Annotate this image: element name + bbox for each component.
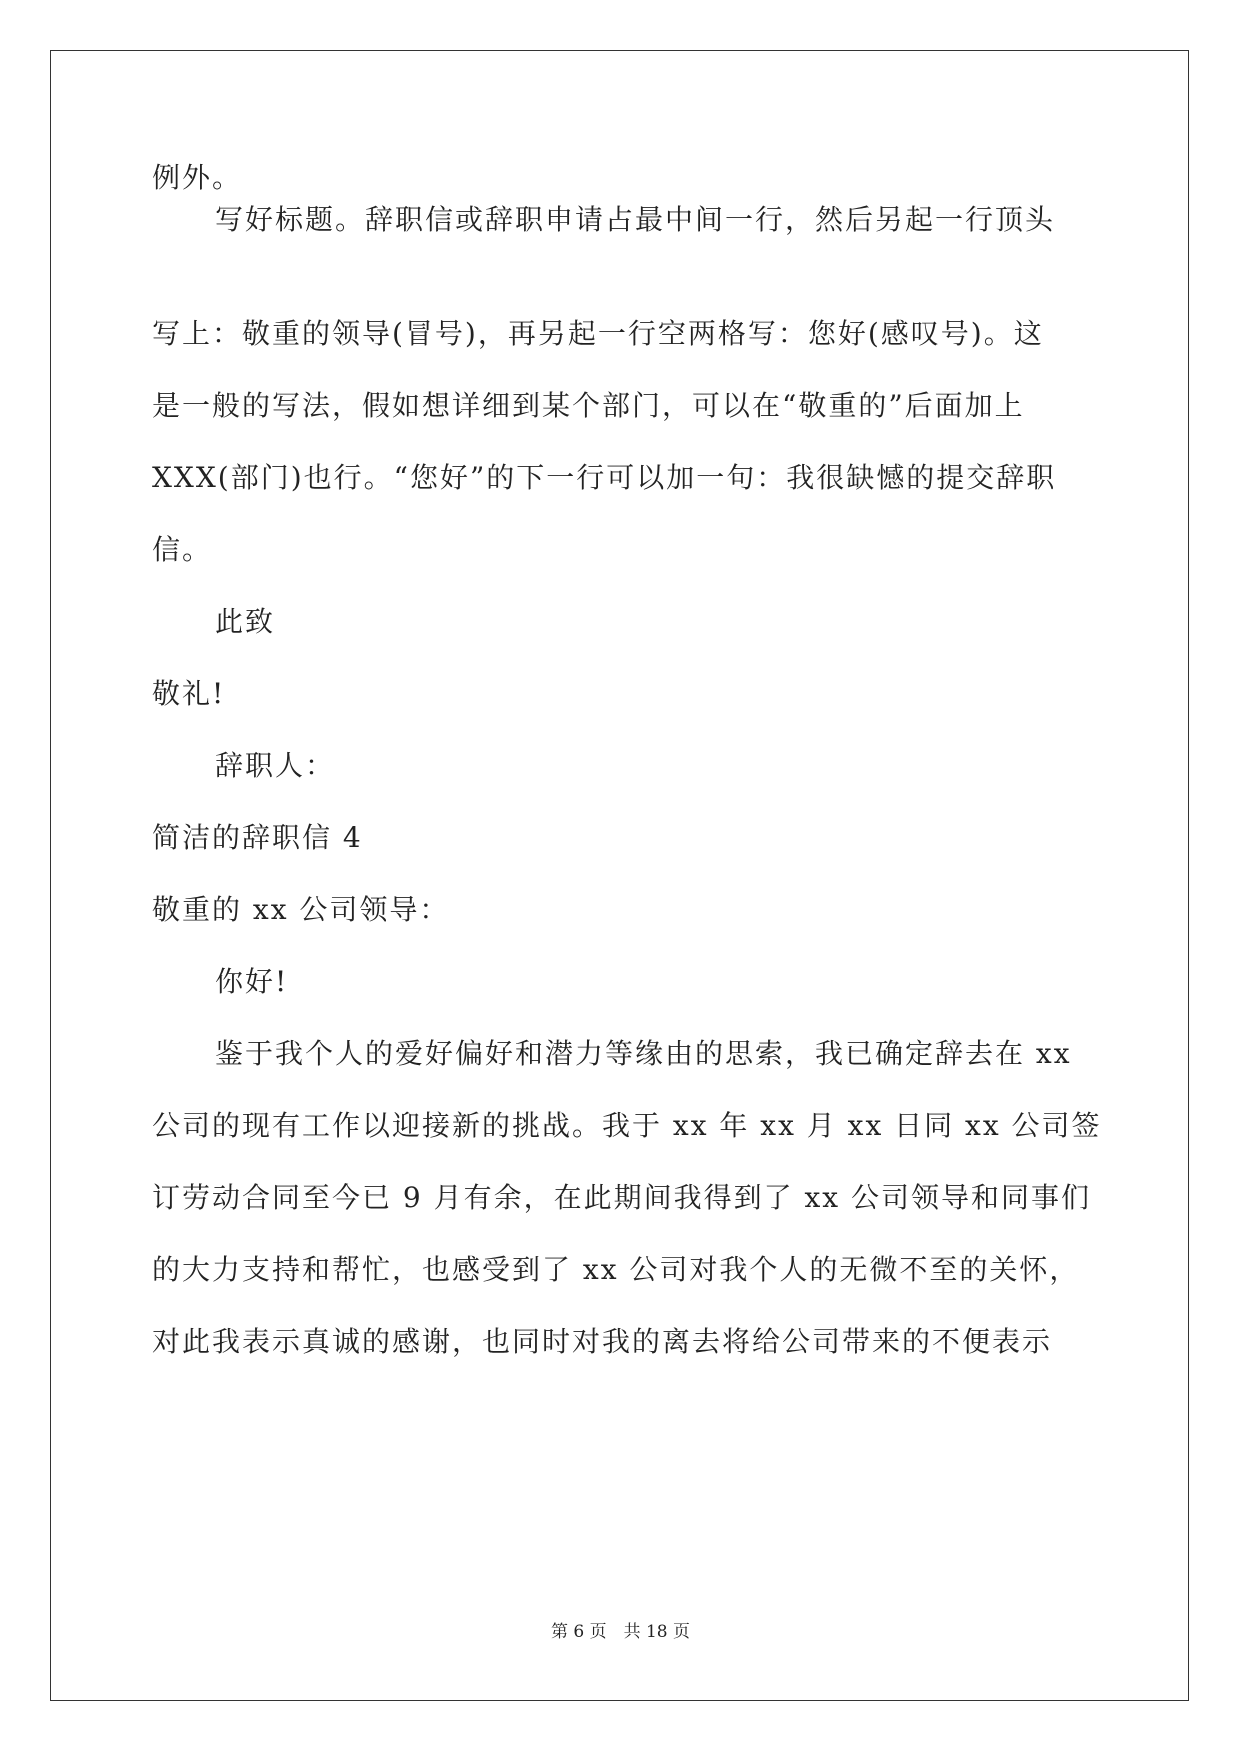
- text-line: XXX(部门)也行。“您好”的下一行可以加一句：我很缺憾的提交辞职: [152, 461, 1057, 494]
- text-line: 信。: [152, 533, 213, 566]
- page-number: 第 6 页 共 18 页: [550, 1622, 691, 1642]
- text-line: 的大力支持和帮忙，也感受到了 xx 公司对我个人的无微不至的关怀，: [152, 1253, 1080, 1286]
- text-line: 写上：敬重的领导(冒号)，再另起一行空两格写：您好(感叹号)。这: [152, 317, 1044, 350]
- paragraph-start: 鉴于我个人的爱好偏好和潜力等缘由的思索，我已确定辞去在 xx: [215, 1037, 1072, 1070]
- text-line: 例外。: [152, 161, 243, 194]
- text-line: 公司的现有工作以迎接新的挑战。我于 xx 年 xx 月 xx 日同 xx 公司签: [152, 1109, 1102, 1142]
- section-title: 简洁的辞职信 4: [152, 821, 363, 854]
- paragraph-start: 写好标题。辞职信或辞职申请占最中间一行，然后另起一行顶头: [215, 203, 1056, 236]
- closing-phrase: 此致: [215, 605, 276, 638]
- text-line: 对此我表示真诚的感谢，也同时对我的离去将给公司带来的不便表示: [152, 1325, 1053, 1358]
- text-line: 是一般的写法，假如想详细到某个部门，可以在“敬重的”后面加上: [152, 389, 1025, 422]
- text-line: 订劳动合同至今已 9 月有余，在此期间我得到了 xx 公司领导和同事们: [152, 1181, 1092, 1214]
- salutation: 敬礼!: [152, 677, 226, 710]
- greeting: 你好!: [215, 965, 289, 998]
- signature-label: 辞职人：: [215, 749, 336, 782]
- page-border: [50, 50, 1189, 1701]
- letter-recipient: 敬重的 xx 公司领导：: [152, 893, 450, 926]
